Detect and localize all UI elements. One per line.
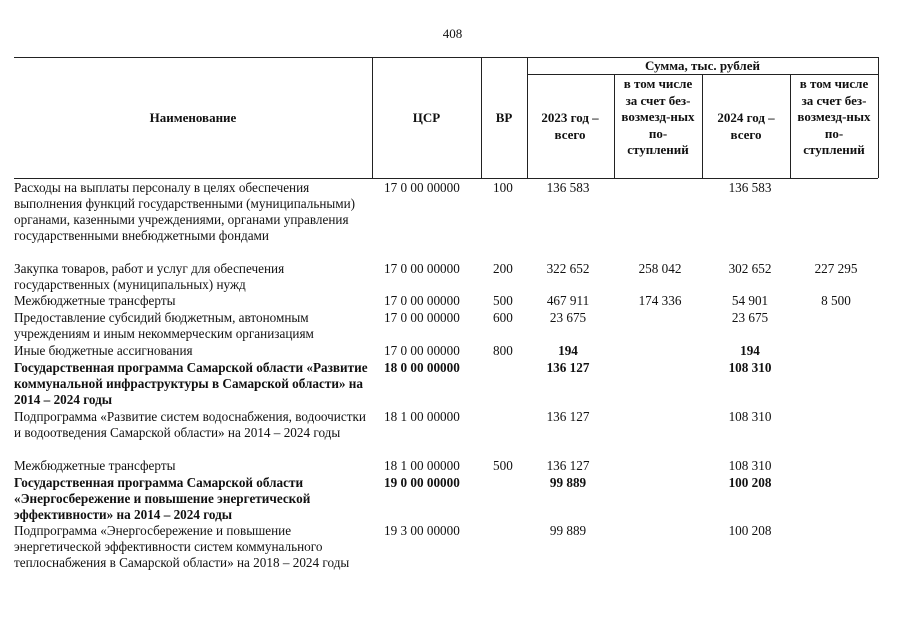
right-border — [878, 57, 879, 178]
header-bottom-border — [14, 178, 878, 179]
row-name: Подпрограмма «Энергосбережение и повышение энергетической эффективности систем коммунального теплоснабжения в Самарской области» на 2018 – 2024 годы — [14, 523, 350, 570]
row-2023-free: 258 042 — [638, 261, 682, 276]
row-2023-total: 136 127 — [546, 409, 590, 424]
row-vr: 500 — [493, 458, 513, 473]
row-csr: 18 0 00 00000 — [384, 360, 460, 375]
header-2024-free: в том числе за счет без-возмезд-ных по-ступлений — [797, 76, 871, 157]
row-2023-total: 467 911 — [546, 293, 590, 308]
header-sum-title: Сумма, тыс. рублей — [645, 58, 760, 73]
header-csr: ЦСР — [412, 110, 441, 125]
row-csr: 17 0 00 00000 — [384, 180, 460, 195]
row-2023-total: 23 675 — [549, 310, 587, 325]
row-name: Расходы на выплаты персоналу в целях обеспечения выполнения функций государственными (муниципальными) органами, казенными учреждениями, органами управления государственными внебюджетными фондами — [14, 180, 356, 243]
row-vr: 200 — [493, 261, 513, 276]
row-name: Межбюджетные трансферты — [14, 293, 176, 308]
row-2024-free: 227 295 — [814, 261, 858, 276]
row-2024-total: 136 583 — [728, 180, 772, 195]
row-2024-total: 108 310 — [728, 409, 772, 424]
row-2023-total: 136 127 — [546, 360, 590, 375]
header-2023-total: 2023 год – всего — [541, 110, 599, 142]
row-csr: 17 0 00 00000 — [384, 343, 460, 358]
row-csr: 17 0 00 00000 — [384, 261, 460, 276]
row-2024-total: 54 901 — [731, 293, 769, 308]
col-divider-6 — [790, 74, 791, 178]
col-divider-5 — [702, 74, 703, 178]
header-name: Наименование — [149, 110, 237, 125]
row-csr: 19 0 00 00000 — [384, 475, 460, 490]
header-vr: ВР — [495, 110, 513, 125]
row-name: Государственная программа Самарской области «Энергосбережение и повышение энергетической эффективности» на 2014 – 2024 годы — [14, 475, 311, 522]
row-2024-total: 100 208 — [728, 523, 772, 538]
col-divider-3 — [527, 57, 528, 178]
row-2024-total: 108 310 — [728, 458, 772, 473]
row-name: Предоставление субсидий бюджетным, автономным учреждениям и иным некоммерческим организациям — [14, 310, 314, 341]
row-vr: 500 — [493, 293, 513, 308]
row-csr: 19 3 00 00000 — [384, 523, 460, 538]
row-2024-free: 8 500 — [821, 293, 851, 308]
row-name: Подпрограмма «Развитие систем водоснабжения, водоочистки и водоотведения Самарской области» на 2014 – 2024 годы — [14, 409, 366, 440]
row-csr: 18 1 00 00000 — [384, 409, 460, 424]
row-2024-total: 108 310 — [728, 360, 772, 375]
row-csr: 17 0 00 00000 — [384, 293, 460, 308]
row-vr: 800 — [493, 343, 513, 358]
row-2023-total: 136 127 — [546, 458, 590, 473]
row-vr: 100 — [493, 180, 513, 195]
row-2023-free: 174 336 — [638, 293, 682, 308]
row-csr: 17 0 00 00000 — [384, 310, 460, 325]
row-2023-total: 99 889 — [549, 475, 587, 490]
page-number: 408 — [442, 26, 463, 41]
header-2023-free: в том числе за счет без-возмезд-ных по-ступлений — [621, 76, 695, 157]
row-2024-total: 23 675 — [731, 310, 769, 325]
header-2024-total: 2024 год – всего — [717, 110, 775, 142]
row-2023-total: 322 652 — [546, 261, 590, 276]
row-2024-total: 302 652 — [728, 261, 772, 276]
row-csr: 18 1 00 00000 — [384, 458, 460, 473]
row-name: Межбюджетные трансферты — [14, 458, 176, 473]
row-name: Государственная программа Самарской области «Развитие коммунальной инфраструктуры в Самарской области» на 2014 – 2024 годы — [14, 360, 368, 407]
row-name: Закупка товаров, работ и услуг для обеспечения государственных (муниципальных) нужд — [14, 261, 285, 292]
row-2024-total: 100 208 — [728, 475, 772, 490]
row-name: Иные бюджетные ассигнования — [14, 343, 193, 358]
row-2023-total: 99 889 — [549, 523, 587, 538]
row-vr: 600 — [493, 310, 513, 325]
col-divider-4 — [614, 74, 615, 178]
row-2023-total: 136 583 — [546, 180, 590, 195]
row-2024-total: 194 — [740, 343, 760, 358]
row-2023-total: 194 — [558, 343, 578, 358]
